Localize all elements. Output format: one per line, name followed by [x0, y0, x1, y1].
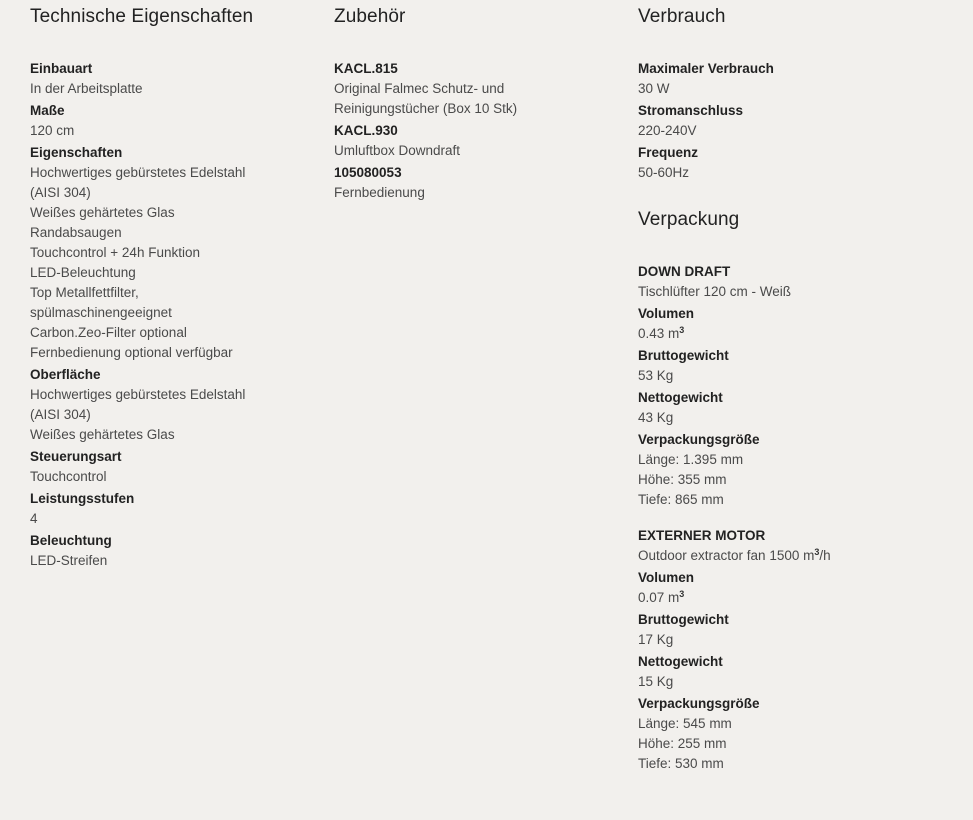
- consumption-item-label: Stromanschluss: [638, 103, 744, 118]
- technical-column: [30, 0, 320, 571]
- motor-description-pre: Outdoor extractor fan 1500 m: [638, 548, 815, 563]
- downdraft-net-value: 43 Kg: [638, 410, 674, 425]
- packaging-motor: [638, 526, 958, 774]
- downdraft-volume-value: [638, 324, 958, 344]
- technical-item-value: Fernbedienung optional verfügbar: [30, 345, 233, 360]
- technical-item-label: Maße: [30, 103, 65, 118]
- downdraft-volume-label: Volumen: [638, 306, 695, 321]
- downdraft-size-label: Verpackungsgröße: [638, 432, 760, 447]
- downdraft-gross-label: Bruttogewicht: [638, 348, 729, 363]
- consumption-item-label: Maximaler Verbrauch: [638, 61, 774, 76]
- technical-item-value: 4: [30, 511, 38, 526]
- accessory-item-label: 105080053: [334, 165, 402, 180]
- consumption-item-value: 30 W: [638, 81, 670, 96]
- downdraft-volume-number: 0.43 m: [638, 326, 680, 341]
- motor-description-sup: 3: [814, 547, 820, 557]
- technical-item-value: Touchcontrol: [30, 469, 107, 484]
- accessory-item-value: Reinigungstücher (Box 10 Stk): [334, 101, 518, 116]
- technical-item-value: Hochwertiges gebürstetes Edelstahl: [30, 387, 246, 402]
- downdraft-gross-value: 53 Kg: [638, 368, 674, 383]
- motor-description-post: /h: [819, 548, 831, 563]
- consumption-item-value: 220-240V: [638, 123, 697, 138]
- technical-item-value: Touchcontrol + 24h Funktion: [30, 245, 200, 260]
- technical-item-value: LED-Beleuchtung: [30, 265, 136, 280]
- technical-item-value: Weißes gehärtetes Glas: [30, 205, 175, 220]
- motor-net-value: 15 Kg: [638, 674, 674, 689]
- motor-volume-sup: 3: [679, 589, 685, 599]
- motor-depth: Tiefe: 530 mm: [638, 756, 724, 771]
- accessory-item-label: KACL.930: [334, 123, 398, 138]
- motor-length: Länge: 545 mm: [638, 716, 732, 731]
- technical-item-label: Einbauart: [30, 61, 93, 76]
- accessories-list: [334, 59, 624, 203]
- downdraft-volume-sup: 3: [679, 325, 685, 335]
- accessories-column: [334, 0, 624, 203]
- technical-item-label: Eigenschaften: [30, 145, 123, 160]
- motor-height: Höhe: 255 mm: [638, 736, 727, 751]
- technical-item-value: 120 cm: [30, 123, 75, 138]
- technical-item-value: In der Arbeitsplatte: [30, 81, 143, 96]
- technical-item-value: Randabsaugen: [30, 225, 122, 240]
- technical-item-label: Steuerungsart: [30, 449, 122, 464]
- downdraft-length: Länge: 1.395 mm: [638, 452, 744, 467]
- technical-item-label: Leistungsstufen: [30, 491, 135, 506]
- accessories-heading: Zubehör: [334, 6, 406, 27]
- downdraft-height: Höhe: 355 mm: [638, 472, 727, 487]
- consumption-column: [638, 0, 958, 774]
- technical-item-label: Beleuchtung: [30, 533, 112, 548]
- motor-net-label: Nettogewicht: [638, 654, 723, 669]
- technical-item-value: Top Metallfettfilter,: [30, 285, 139, 300]
- motor-label: EXTERNER MOTOR: [638, 528, 766, 543]
- accessory-item-value: Umluftbox Downdraft: [334, 143, 461, 158]
- accessory-item-value: Original Falmec Schutz- und: [334, 81, 505, 96]
- downdraft-net-label: Nettogewicht: [638, 390, 723, 405]
- motor-gross-value: 17 Kg: [638, 632, 674, 647]
- consumption-heading: Verbrauch: [638, 6, 726, 27]
- technical-list: [30, 59, 320, 571]
- consumption-item-value: 50-60Hz: [638, 165, 690, 180]
- accessory-item-value: Fernbedienung: [334, 185, 425, 200]
- technical-heading: Technische Eigenschaften: [30, 6, 254, 27]
- motor-description: [638, 546, 958, 566]
- motor-volume-label: Volumen: [638, 570, 695, 585]
- technical-item-value: spülmaschinengeeignet: [30, 305, 172, 320]
- downdraft-depth: Tiefe: 865 mm: [638, 492, 724, 507]
- technical-item-label: Oberfläche: [30, 367, 101, 382]
- downdraft-description: Tischlüfter 120 cm - Weiß: [638, 284, 792, 299]
- technical-item-value: Weißes gehärtetes Glas: [30, 427, 175, 442]
- technical-item-value: Hochwertiges gebürstetes Edelstahl: [30, 165, 246, 180]
- technical-item-value: (AISI 304): [30, 185, 91, 200]
- packaging-heading: Verpackung: [638, 209, 740, 230]
- technical-item-value: Carbon.Zeo-Filter optional: [30, 325, 187, 340]
- technical-item-value: (AISI 304): [30, 407, 91, 422]
- motor-gross-label: Bruttogewicht: [638, 612, 729, 627]
- accessory-item-label: KACL.815: [334, 61, 398, 76]
- motor-volume-number: 0.07 m: [638, 590, 680, 605]
- packaging-downdraft: [638, 262, 958, 510]
- technical-item-value: LED-Streifen: [30, 553, 108, 568]
- motor-volume-value: [638, 588, 958, 608]
- downdraft-label: DOWN DRAFT: [638, 264, 731, 279]
- motor-size-label: Verpackungsgröße: [638, 696, 760, 711]
- consumption-list: [638, 59, 958, 183]
- consumption-item-label: Frequenz: [638, 145, 699, 160]
